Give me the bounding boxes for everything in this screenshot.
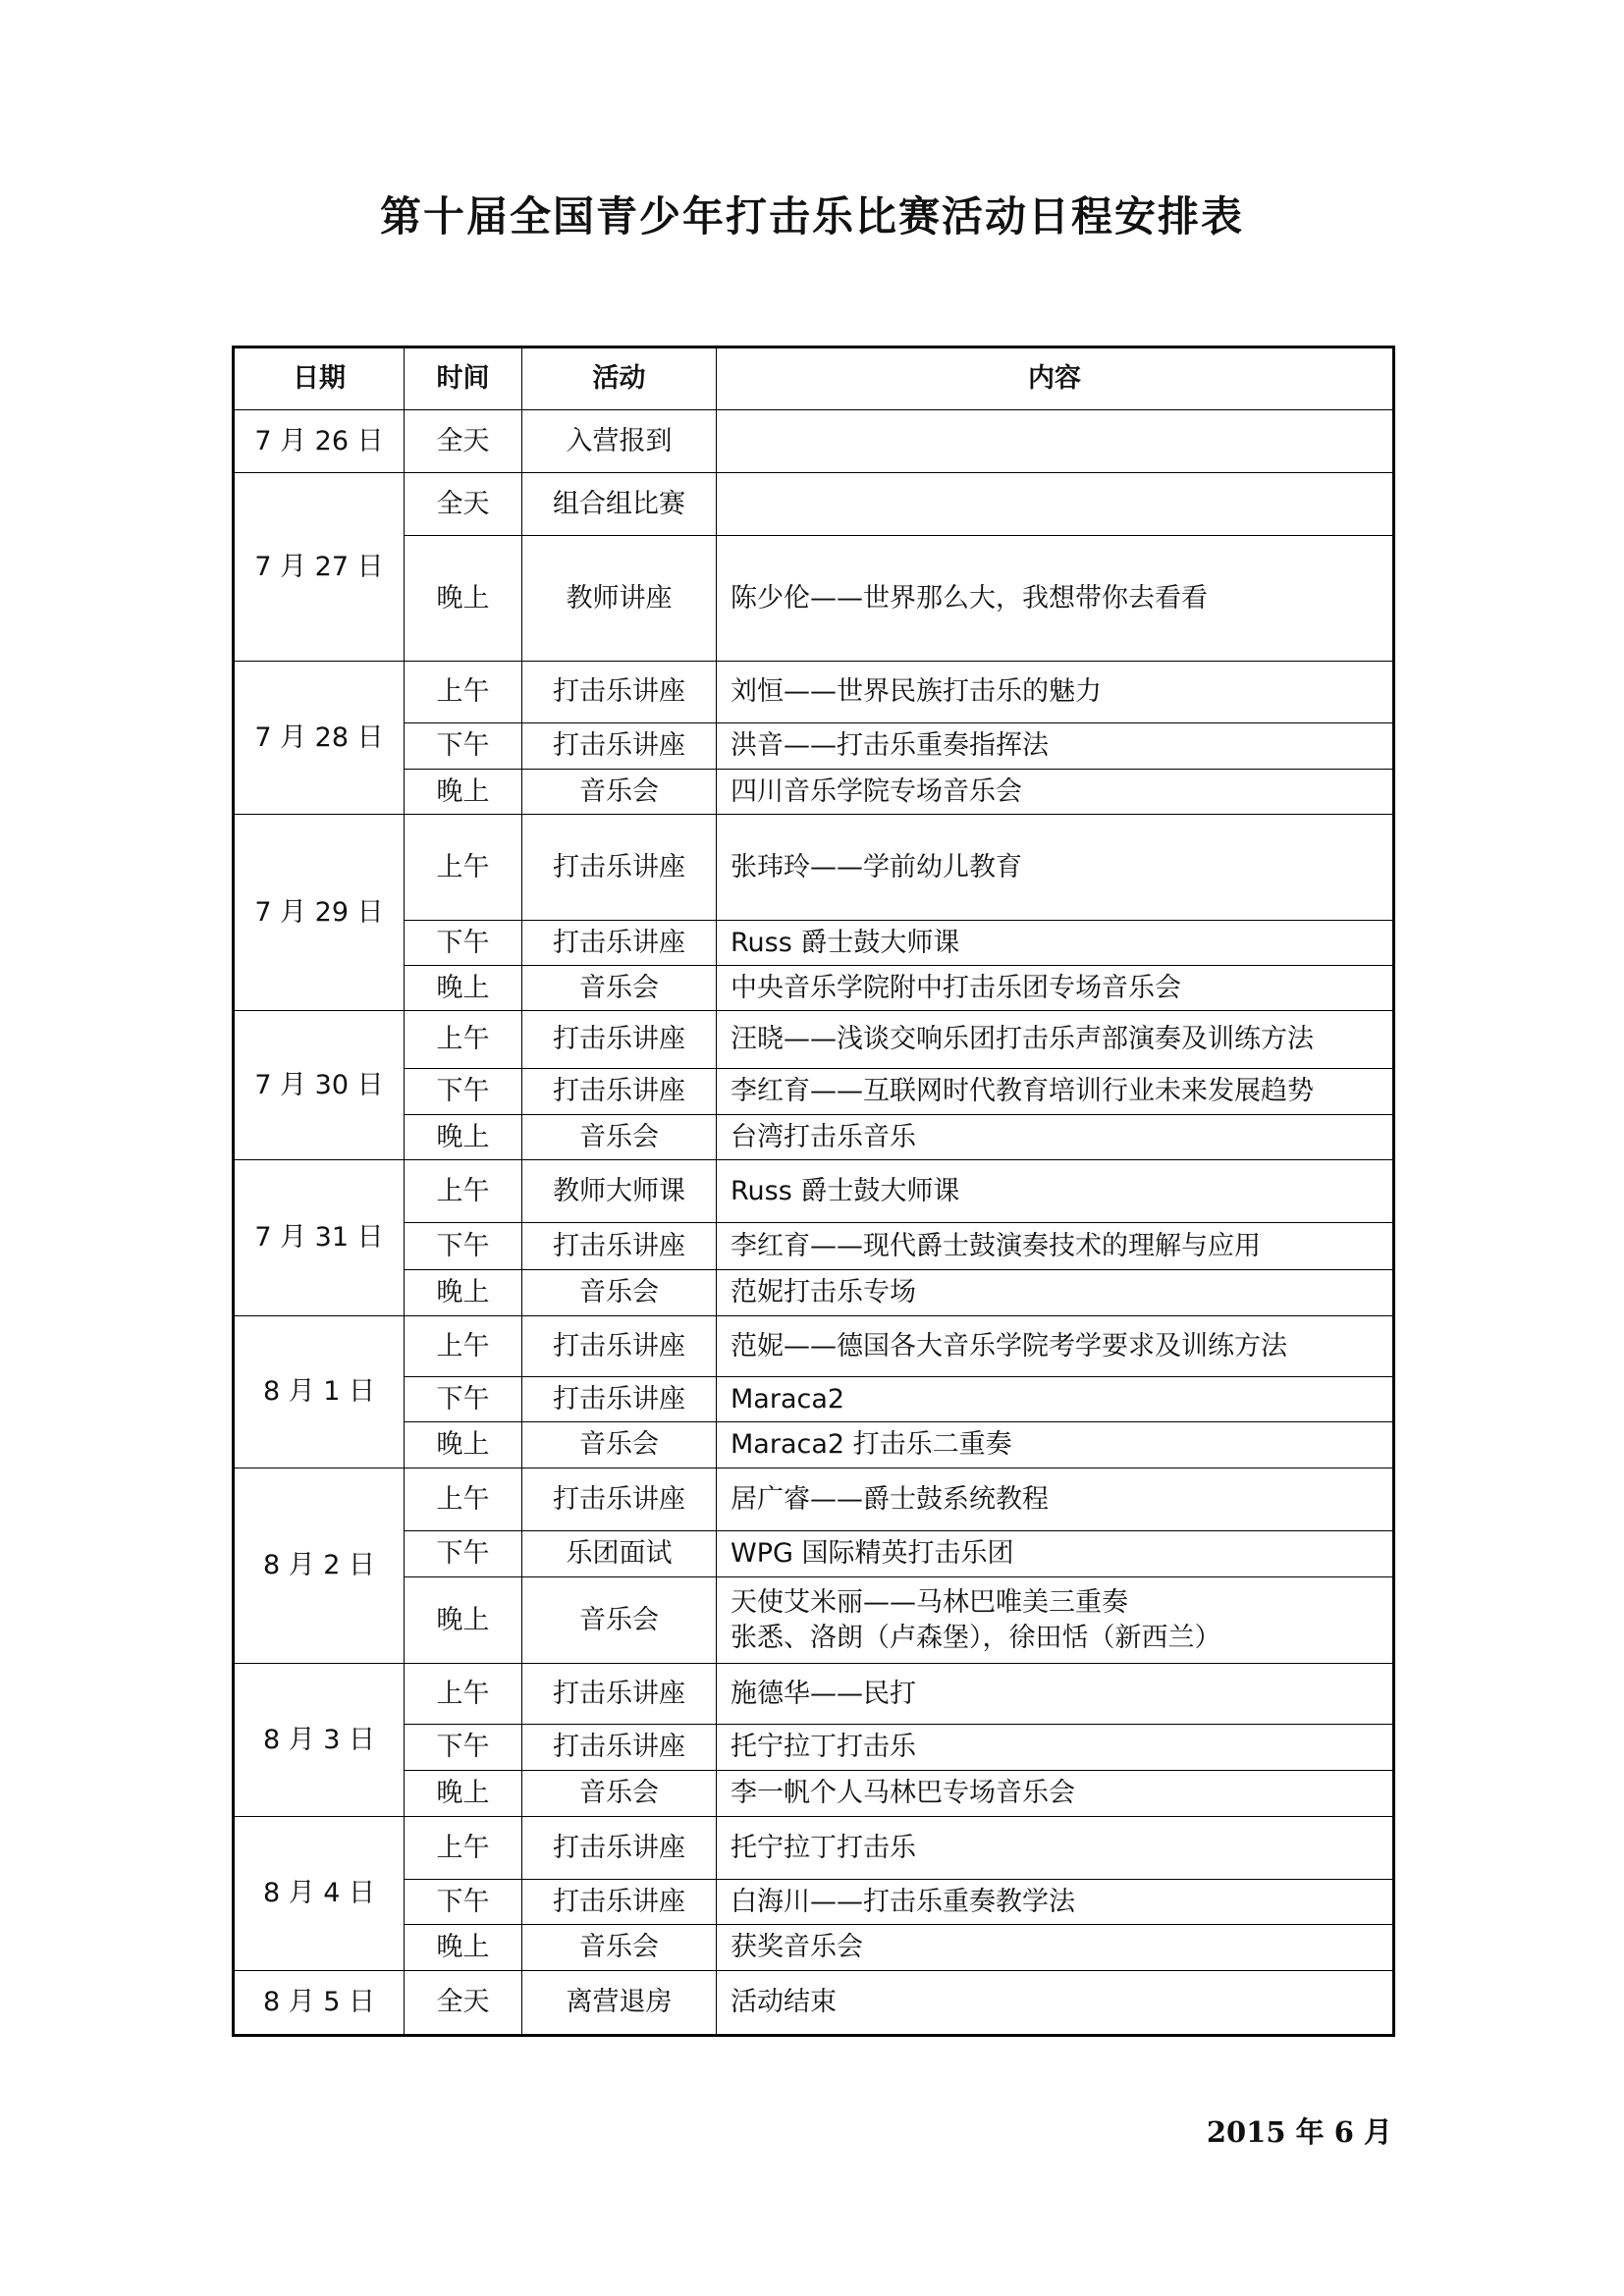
content-cell	[717, 1422, 1394, 1468]
time-cell: 下午	[405, 1531, 522, 1577]
content-line: 白海川——打击乐重奏教学法	[731, 1886, 1075, 1917]
content-line: 李红育——互联网时代教育培训行业未来发展趋势	[731, 1076, 1314, 1107]
date-cell: 7 月 29 日	[234, 815, 405, 1011]
activity-cell: 音乐会	[522, 1115, 717, 1160]
activity-cell: 打击乐讲座	[522, 815, 717, 921]
content-line: 陈少伦——世界那么大，我想带你去看看	[731, 582, 1208, 614]
content-cell	[717, 966, 1394, 1011]
date-cell: 8 月 3 日	[234, 1664, 405, 1817]
time-cell: 下午	[405, 1377, 522, 1422]
content-cell	[717, 1270, 1394, 1316]
content-line: 获奖音乐会	[731, 1932, 863, 1963]
content-cell	[717, 815, 1394, 921]
time-cell: 上午	[405, 1664, 522, 1725]
date-cell: 8 月 4 日	[234, 1817, 405, 1971]
schedule-row	[234, 966, 1394, 1011]
content-cell	[717, 1771, 1394, 1817]
content-cell	[717, 473, 1394, 536]
schedule-row	[234, 1880, 1394, 1925]
schedule-body	[234, 410, 1394, 2036]
content-line: 居广睿——爵士鼓系统教程	[731, 1483, 1049, 1515]
time-cell: 下午	[405, 723, 522, 770]
content-line: 四川音乐学院专场音乐会	[731, 775, 1022, 807]
content-cell	[717, 1531, 1394, 1577]
schedule-row	[234, 473, 1394, 536]
activity-cell: 音乐会	[522, 1577, 717, 1664]
content-cell	[717, 662, 1394, 723]
content-cell	[717, 1468, 1394, 1531]
time-cell: 下午	[405, 921, 522, 966]
schedule-row	[234, 1577, 1394, 1664]
activity-cell: 打击乐讲座	[522, 662, 717, 723]
content-line: 汪晓——浅谈交响乐团打击乐声部演奏及训练方法	[731, 1024, 1314, 1055]
time-cell: 全天	[405, 1971, 522, 2036]
schedule-row	[234, 1223, 1394, 1270]
header-activity: 活动	[522, 347, 717, 410]
schedule-row	[234, 770, 1394, 815]
schedule-row	[234, 1115, 1394, 1160]
activity-cell: 打击乐讲座	[522, 1468, 717, 1531]
content-line: 范妮打击乐专场	[731, 1277, 916, 1308]
schedule-row	[234, 815, 1394, 921]
content-line: 中央音乐学院附中打击乐团专场音乐会	[731, 972, 1181, 1003]
time-cell: 晚上	[405, 1925, 522, 1971]
schedule-row	[234, 1925, 1394, 1971]
content-cell	[717, 1577, 1394, 1664]
time-cell: 下午	[405, 1725, 522, 1771]
content-cell	[717, 1971, 1394, 2036]
activity-cell: 乐团面试	[522, 1531, 717, 1577]
schedule-row	[234, 662, 1394, 723]
content-cell	[717, 410, 1394, 473]
activity-cell: 打击乐讲座	[522, 1880, 717, 1925]
content-line: WPG 国际精英打击乐团	[731, 1538, 1014, 1570]
activity-cell: 教师讲座	[522, 536, 717, 662]
content-cell	[717, 921, 1394, 966]
activity-cell: 音乐会	[522, 770, 717, 815]
content-line: 天使艾米丽——马林巴唯美三重奏	[731, 1587, 1128, 1619]
time-cell: 晚上	[405, 1771, 522, 1817]
schedule-row	[234, 1160, 1394, 1223]
time-cell: 晚上	[405, 770, 522, 815]
time-cell: 上午	[405, 1160, 522, 1223]
time-cell: 晚上	[405, 966, 522, 1011]
activity-cell: 打击乐讲座	[522, 1377, 717, 1422]
schedule-table	[232, 346, 1395, 2037]
content-line: 范妮——德国各大音乐学院考学要求及训练方法	[731, 1330, 1287, 1362]
schedule-row	[234, 1468, 1394, 1531]
time-cell: 全天	[405, 473, 522, 536]
schedule-row	[234, 1377, 1394, 1422]
activity-cell: 音乐会	[522, 1270, 717, 1316]
date-cell: 8 月 5 日	[234, 1971, 405, 2036]
time-cell: 晚上	[405, 536, 522, 662]
activity-cell: 离营退房	[522, 1971, 717, 2036]
activity-cell: 打击乐讲座	[522, 1223, 717, 1270]
activity-cell: 教师大师课	[522, 1160, 717, 1223]
time-cell: 上午	[405, 1817, 522, 1880]
content-line: 张悉、洛朗（卢森堡），徐田恬（新西兰）	[731, 1622, 1221, 1653]
content-line: 台湾打击乐音乐	[731, 1121, 916, 1152]
schedule-row	[234, 1270, 1394, 1316]
content-cell	[717, 1011, 1394, 1069]
date-cell: 7 月 26 日	[234, 410, 405, 473]
date-cell: 7 月 30 日	[234, 1011, 405, 1160]
schedule-row	[234, 921, 1394, 966]
content-cell	[717, 770, 1394, 815]
activity-cell: 打击乐讲座	[522, 723, 717, 770]
activity-cell: 打击乐讲座	[522, 1011, 717, 1069]
content-line: 托宁拉丁打击乐	[731, 1832, 916, 1863]
content-line: 托宁拉丁打击乐	[731, 1732, 916, 1763]
content-cell	[717, 1817, 1394, 1880]
content-line: 李一帆个人马林巴专场音乐会	[731, 1778, 1075, 1809]
schedule-row	[234, 1664, 1394, 1725]
content-cell	[717, 1316, 1394, 1377]
content-line: Russ 爵士鼓大师课	[731, 1175, 960, 1206]
content-line: Maraca2 打击乐二重奏	[731, 1429, 1012, 1461]
date-cell: 8 月 1 日	[234, 1316, 405, 1468]
content-line: Maraca2	[731, 1383, 845, 1415]
schedule-row	[234, 536, 1394, 662]
time-cell: 上午	[405, 1468, 522, 1531]
time-cell: 上午	[405, 1011, 522, 1069]
schedule-row	[234, 1725, 1394, 1771]
schedule-row	[234, 410, 1394, 473]
content-line: 活动结束	[731, 1987, 837, 2018]
content-cell	[717, 1880, 1394, 1925]
content-cell	[717, 536, 1394, 662]
content-line: 洪音——打击乐重奏指挥法	[731, 730, 1049, 762]
page-title: 第十届全国青少年打击乐比赛活动日程安排表	[379, 192, 1244, 240]
activity-cell: 打击乐讲座	[522, 1664, 717, 1725]
activity-cell: 入营报到	[522, 410, 717, 473]
time-cell: 上午	[405, 662, 522, 723]
date-cell: 7 月 28 日	[234, 662, 405, 815]
content-cell	[717, 1223, 1394, 1270]
content-cell	[717, 1664, 1394, 1725]
schedule-row	[234, 1531, 1394, 1577]
content-line: 施德华——民打	[731, 1678, 916, 1709]
header-row	[234, 347, 1394, 410]
time-cell: 上午	[405, 1316, 522, 1377]
activity-cell: 音乐会	[522, 1771, 717, 1817]
content-line: Russ 爵士鼓大师课	[731, 927, 960, 958]
header-time: 时间	[405, 347, 522, 410]
time-cell: 全天	[405, 410, 522, 473]
activity-cell: 打击乐讲座	[522, 1817, 717, 1880]
schedule-row	[234, 1011, 1394, 1069]
content-cell	[717, 1160, 1394, 1223]
content-cell	[717, 1925, 1394, 1971]
content-line: 刘恒——世界民族打击乐的魅力	[731, 676, 1102, 708]
activity-cell: 组合组比赛	[522, 473, 717, 536]
time-cell: 晚上	[405, 1422, 522, 1468]
activity-cell: 音乐会	[522, 1422, 717, 1468]
document-date: 2015 年 6 月	[1206, 2115, 1392, 2149]
schedule-row	[234, 723, 1394, 770]
content-line: 张玮玲——学前幼儿教育	[731, 851, 1022, 882]
header-content: 内容	[717, 347, 1394, 410]
date-cell: 8 月 2 日	[234, 1468, 405, 1664]
content-line: 李红育——现代爵士鼓演奏技术的理解与应用	[731, 1230, 1261, 1261]
content-cell	[717, 1115, 1394, 1160]
activity-cell: 打击乐讲座	[522, 1316, 717, 1377]
content-cell	[717, 1069, 1394, 1115]
schedule-row	[234, 1771, 1394, 1817]
activity-cell: 打击乐讲座	[522, 921, 717, 966]
content-cell	[717, 1377, 1394, 1422]
date-cell: 7 月 31 日	[234, 1160, 405, 1316]
schedule-row	[234, 1422, 1394, 1468]
activity-cell: 打击乐讲座	[522, 1725, 717, 1771]
schedule-row	[234, 1316, 1394, 1377]
schedule-row	[234, 1069, 1394, 1115]
activity-cell: 打击乐讲座	[522, 1069, 717, 1115]
time-cell: 晚上	[405, 1270, 522, 1316]
time-cell: 晚上	[405, 1577, 522, 1664]
time-cell: 下午	[405, 1880, 522, 1925]
time-cell: 晚上	[405, 1115, 522, 1160]
header-date: 日期	[234, 347, 405, 410]
content-cell	[717, 1725, 1394, 1771]
date-cell: 7 月 27 日	[234, 473, 405, 662]
content-cell	[717, 723, 1394, 770]
activity-cell: 音乐会	[522, 966, 717, 1011]
time-cell: 下午	[405, 1069, 522, 1115]
activity-cell: 音乐会	[522, 1925, 717, 1971]
time-cell: 上午	[405, 815, 522, 921]
time-cell: 下午	[405, 1223, 522, 1270]
schedule-row	[234, 1817, 1394, 1880]
schedule-row	[234, 1971, 1394, 2036]
